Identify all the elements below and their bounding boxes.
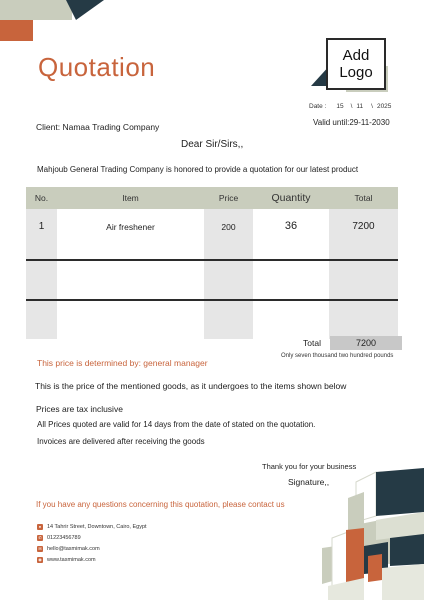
cell-item: Air freshener	[57, 209, 204, 259]
date-sep2: \	[371, 103, 373, 110]
date-label: Date :	[309, 103, 327, 110]
date-year: 2025	[376, 103, 392, 110]
logo-placeholder[interactable]	[326, 38, 386, 90]
page-title: Quotation	[38, 52, 156, 82]
total-label: Total	[303, 338, 321, 348]
term-validity: All Prices quoted are valid for 14 days from the date of stated on the quotation.	[37, 420, 316, 429]
decor-top-navy-triangle	[66, 0, 76, 20]
date-month: 11	[356, 103, 364, 110]
cell-quantity: 36	[253, 209, 329, 259]
globe-icon: ◉	[38, 557, 42, 562]
contact-invite: If you have any questions concerning this quotation, please contact us	[36, 500, 285, 509]
decor-top-navy-bar	[76, 0, 104, 20]
date-sep1: \	[350, 103, 353, 110]
date-day: 15	[336, 103, 344, 110]
phone-icon: ✆	[38, 535, 42, 540]
valid-until: Valid until:29-11-2030	[313, 118, 390, 127]
decor-bottom-right-geometric	[320, 468, 424, 600]
header-no: No.	[26, 187, 57, 209]
contact-website[interactable]	[37, 557, 96, 563]
decor-top-sage-bar	[0, 0, 72, 20]
cell-total: 7200	[329, 209, 398, 259]
total-value: 7200	[330, 336, 402, 350]
price-determined-by: This price is determined by: general manager	[37, 358, 208, 368]
phone-text: 01223456789	[47, 535, 81, 541]
header-total: Total	[329, 187, 398, 209]
thanks-text: Thank you for your business	[262, 462, 357, 471]
website-text: www.tasmimak.com	[47, 557, 96, 563]
contact-phone[interactable]	[37, 535, 81, 541]
logo-line1: Add	[342, 47, 370, 64]
header-quantity: Quantity	[253, 187, 329, 209]
table-header-row	[26, 187, 398, 209]
date-line	[309, 103, 391, 110]
signature-label: Signature,,	[288, 477, 330, 487]
contact-address	[37, 524, 147, 530]
logo-line2: Logo	[339, 64, 373, 81]
items-table	[26, 187, 398, 339]
total-in-words: Only seven thousand two hundred pounds	[281, 353, 394, 359]
table-row	[26, 209, 398, 259]
decor-top-orange-square	[0, 20, 33, 41]
email-icon: ✉	[38, 546, 42, 551]
term-tax: Prices are tax inclusive	[36, 404, 123, 414]
client-name: Client: Namaa Trading Company	[36, 122, 160, 132]
email-text: hello@tasmimak.com	[47, 546, 100, 552]
cell-no: 1	[26, 209, 57, 259]
header-item: Item	[57, 187, 204, 209]
intro-text: Mahjoub General Trading Company is honored to provide a quotation for our latest product	[37, 165, 359, 174]
table-row-empty	[26, 301, 398, 339]
contact-email[interactable]	[37, 546, 100, 552]
address-text: 14 Tahrir Street, Downtown, Cairo, Egypt	[47, 524, 147, 530]
price-note: This is the price of the mentioned goods, as it undergoes to the items shown below	[35, 381, 347, 391]
location-icon: ●	[38, 524, 42, 529]
table-row-empty	[26, 261, 398, 299]
header-price: Price	[204, 187, 253, 209]
term-invoices: Invoices are delivered after receiving the goods	[37, 437, 205, 446]
cell-price: 200	[204, 209, 253, 259]
greeting: Dear Sir/Sirs,,	[181, 139, 244, 150]
